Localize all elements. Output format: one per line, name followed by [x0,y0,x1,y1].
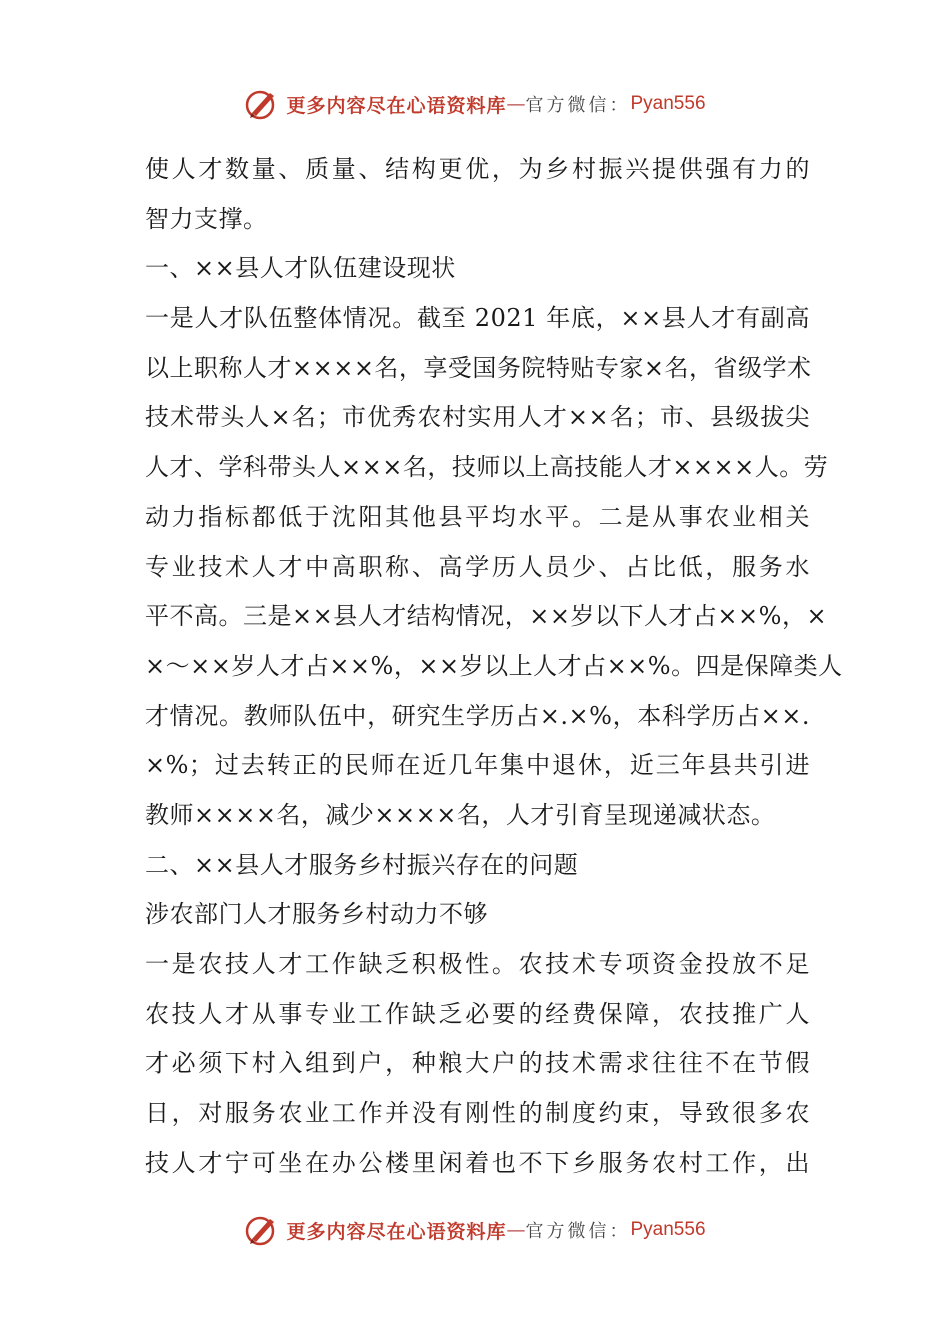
watermark-sub-text: 官方微信： [525,1221,631,1242]
footer-watermark [0,1210,950,1250]
text-line: 技人才宁可坐在办公楼里闲着也不下乡服务农村工作，出 [145,1148,810,1177]
text-line: 使人才数量、质量、结构更优，为乡村振兴提供强有力的 [145,155,810,183]
header-watermark [0,84,950,124]
text-line: 以上职称人才××××名，享受国务院特贴专家×名，省级学术 [145,353,812,382]
text-line: ×～××岁人才占××%，××岁以上人才占××%。四是保障类人 [145,651,843,680]
watermark-dash: — [506,1219,526,1241]
watermark-wechat-id: Pyan556 [630,1219,706,1240]
text-line: 才必须下村入组到户，种粮大户的技术需求往往不在节假 [145,1049,810,1078]
text-line: 农技人才从事专业工作缺乏必要的经费保障，农技推广人 [145,999,810,1028]
text-line: 技术带头人×名；市优秀农村实用人才××名；市、县级拔尖 [145,403,810,432]
text-line: 智力支撑。 [145,204,268,233]
text-line: 才情况。教师队伍中，研究生学历占×.×%，本科学历占××. [145,701,810,730]
watermark-main-text: 更多内容尽在心语资料库 [286,94,507,117]
text-line: 二、××县人才服务乡村振兴存在的问题 [145,850,579,879]
text-line: 平不高。三是××县人才结构情况，××岁以下人才占××%，× [145,602,828,631]
text-line: 专业技术人才中高职称、高学历人员少、占比低，服务水 [145,552,810,581]
text-line: 涉农部门人才服务乡村动力不够 [145,900,488,929]
text-line: 人才、学科带头人×××名，技师以上高技能人才××××人。劳 [145,453,829,482]
text-line: 一是农技人才工作缺乏积极性。农技术专项资金投放不足 [145,950,810,978]
text-line: 一、××县人才队伍建设现状 [145,254,456,283]
watermark-main-text: 更多内容尽在心语资料库 [286,1220,507,1243]
text-line: ×%；过去转正的民师在近几年集中退休，近三年县共引进 [145,751,810,780]
text-line: 日，对服务农业工作并没有刚性的制度约束，导致很多农 [145,1099,810,1128]
document-body [145,145,843,1188]
text-line: 一是人才队伍整体情况。截至 2021 年底，××县人才有副高 [145,304,810,333]
pen-logo-icon [244,87,280,121]
watermark-dash: — [506,93,526,115]
watermark-sub-text: 官方微信： [525,95,631,116]
text-line: 教师××××名，减少××××名，人才引育呈现递减状态。 [145,800,776,829]
watermark-wechat-id: Pyan556 [630,93,706,114]
pen-logo-icon [244,1213,280,1247]
text-line: 动力指标都低于沈阳其他县平均水平。二是从事农业相关 [145,502,810,531]
